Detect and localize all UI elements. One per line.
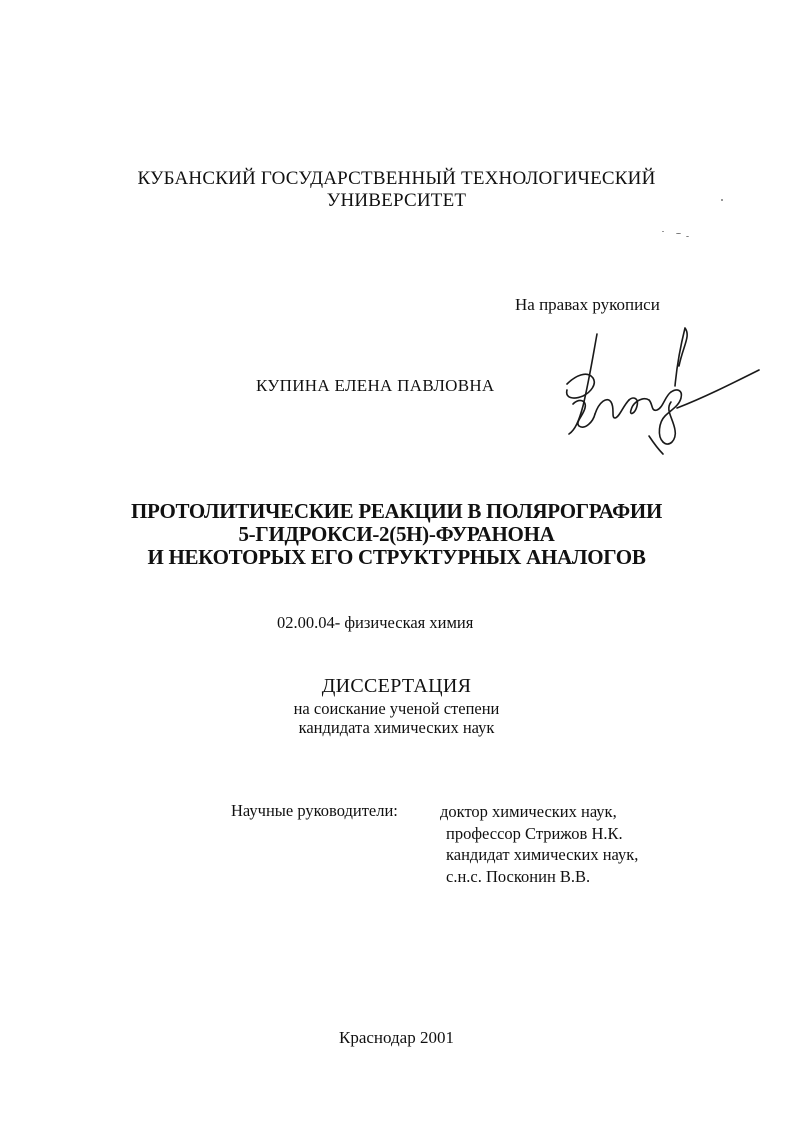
supervisors-label: Научные руководители: [231, 801, 398, 820]
title-line3: И НЕКОТОРЫХ ЕГО СТРУКТУРНЫХ АНАЛОГОВ [147, 545, 646, 569]
title-line2: 5-ГИДРОКСИ-2(5Н)-ФУРАНОНА [238, 522, 555, 546]
author-name: КУПИНА ЕЛЕНА ПАВЛОВНА [256, 376, 495, 395]
supervisors-list [440, 801, 638, 887]
degree-description [0, 699, 793, 737]
supervisor-line: профессор Стрижов Н.К. [446, 823, 623, 843]
degree-line2: кандидата химических наук [298, 718, 495, 737]
scan-speck [721, 199, 723, 201]
document-type: ДИССЕРТАЦИЯ [321, 675, 472, 697]
scan-speck [662, 231, 664, 232]
city-and-year: Краснодар 2001 [339, 1028, 454, 1047]
handwritten-signature [553, 326, 763, 456]
degree-line1: на соискание ученой степени [293, 699, 500, 718]
supervisor-line: кандидат химических наук, [446, 845, 639, 864]
supervisor-line: доктор химических наук, [440, 802, 617, 821]
title-line1: ПРОТОЛИТИЧЕСКИЕ РЕАКЦИИ В ПОЛЯРОГРАФИИ [131, 499, 662, 523]
specialty-code: 02.00.04- физическая химия [277, 613, 474, 632]
supervisor-line: с.н.с. Посконин В.В. [446, 866, 591, 886]
university-name-line1: КУБАНСКИЙ ГОСУДАРСТВЕННЫЙ ТЕХНОЛОГИЧЕСКИЙ [137, 168, 656, 189]
scan-speck [676, 233, 681, 234]
scan-speck [686, 236, 689, 237]
manuscript-rights-note: На правах рукописи [515, 295, 660, 314]
university-name [0, 168, 793, 212]
university-name-line2: УНИВЕРСИТЕТ [326, 190, 467, 211]
dissertation-title [0, 500, 793, 569]
